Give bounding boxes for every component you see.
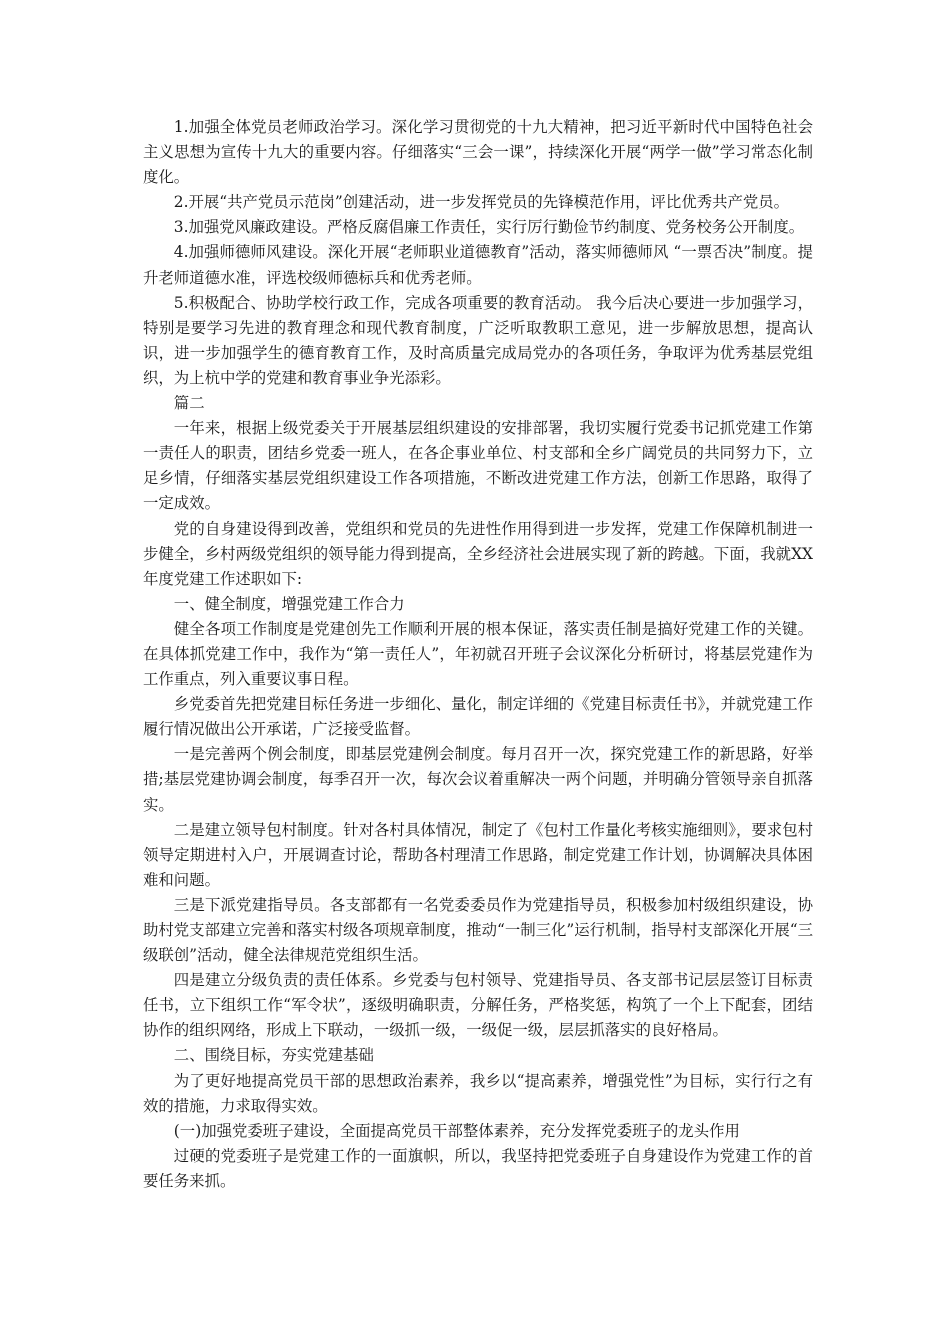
paragraph-item-4: 4.加强师德师风建设。深化开展“老师职业道德教育”活动，落实师德师风 “一票否决”制度。提升老师道德水准，评选校级师德标兵和优秀老师。 (143, 243, 813, 287)
paragraph-item-1: 1.加强全体党员老师政治学习。深化学习贯彻党的十九大精神，把习近平新时代中国特色社会主义思想为宣传十九大的重要内容。仔细落实“三会一课”，持续深化开展“两学一做”学习常态化制度化。 (143, 118, 813, 187)
paragraph: 三是下派党建指导员。各支部都有一名党委委员作为党建指导员，积极参加村级组织建设，协助村党支部建立完善和落实村级各项规章制度，推动“一制三化”运行机制，指导村支部深化开展“三级联创”活动，健全法律规范党组织生活。 (143, 895, 814, 965)
subsection-heading-1: (一)加强党委班子建设，全面提高党员干部整体素养，充分发挥党委班子的龙头作用 (173, 1121, 740, 1140)
paragraph: 过硬的党委班子是党建工作的一面旗帜，所以，我坚持把党委班子自身建设作为党建工作的首要任务来抓。 (143, 1146, 813, 1190)
section-heading-1: 一、健全制度，增强党建工作合力 (173, 594, 405, 613)
paragraph: 二是建立领导包村制度。针对各村具体情况，制定了《包村工作量化考核实施细则》，要求包村领导定期进村入户，开展调查讨论，帮助各村理清工作思路，制定党建工作计划，协调解决具体困难和问题。 (143, 820, 813, 889)
paragraph: 一是完善两个例会制度，即基层党建例会制度。每月召开一次，探究党建工作的新思路，好举措;基层党建协调会制度，每季召开一次，每次会议着重解决一两个问题，并明确分管领导亲自抓落实。 (143, 745, 813, 814)
paragraph: 为了更好地提高党员干部的思想政治素养，我乡以“提高素养，增强党性”为目标，实行行之有效的措施，力求取得实效。 (143, 1071, 813, 1115)
paragraph: 四是建立分级负责的责任体系。乡党委与包村领导、党建指导员、各支部书记层层签订目标责任书，立下组织工作“军令状”，逐级明确职责，分解任务，严格奖惩，构筑了一个上下配套，团结协作的组织网络，形成上下联动，一级抓一级，一级促一级，层层抓落实的良好格局。 (143, 971, 813, 1040)
section-title-part-two: 篇二 (173, 394, 205, 413)
paragraph: 乡党委首先把党建目标任务进一步细化、量化，制定详细的《党建目标责任书》，并就党建工作履行情况做出公开承诺，广泛接受监督。 (143, 695, 813, 739)
section-heading-2: 二、围绕目标，夯实党建基础 (173, 1046, 374, 1065)
paragraph: 健全各项工作制度是党建创先工作顺利开展的根本保证，落实责任制是搞好党建工作的关键。在具体抓党建工作中，我作为“第一责任人”，年初就召开班子会议深化分析研讨，将基层党建作为工作重点，列入重要议事日程。 (143, 619, 813, 689)
paragraph-item-2: 2.开展“共产党员示范岗”创建活动，进一步发挥党员的先锋模范作用，评比优秀共产党员。 (173, 193, 790, 212)
paragraph-item-3: 3.加强党风廉政建设。严格反腐倡廉工作责任，实行厉行勤俭节约制度、党务校务公开制度。 (173, 218, 805, 237)
paragraph-intro: 一年来，根据上级党委关于开展基层组织建设的安排部署，我切实履行党委书记抓党建工作第一责任人的职责，团结乡党委一班人，在各企事业单位、村支部和全乡广阔党员的共同努力下，立足乡情，仔细落实基层党组织建设工作各项措施，不断改进党建工作方法，创新工作思路，取得了一定成效。 (143, 419, 813, 513)
paragraph-summary: 党的自身建设得到改善，党组织和党员的先进性作用得到进一步发挥，党建工作保障机制进一步健全，乡村两级党组织的领导能力得到提高，全乡经济社会进展实现了新的跨越。下面，我就XX年度党建工作述职如下: (143, 519, 813, 588)
document-body (143, 115, 813, 1194)
paragraph-item-5: 5.积极配合、协助学校行政工作，完成各项重要的教育活动。 我今后决心要进一步加强学习，特别是要学习先进的教育理念和现代教育制度，广泛听取教职工意见，进一步解放思想，提高认识，进一步加强学生的德育教育工作，及时高质量完成局党办的各项任务，争取评为优秀基层党组织，为上杭中学的党建和教育事业争光添彩。 (143, 293, 813, 387)
